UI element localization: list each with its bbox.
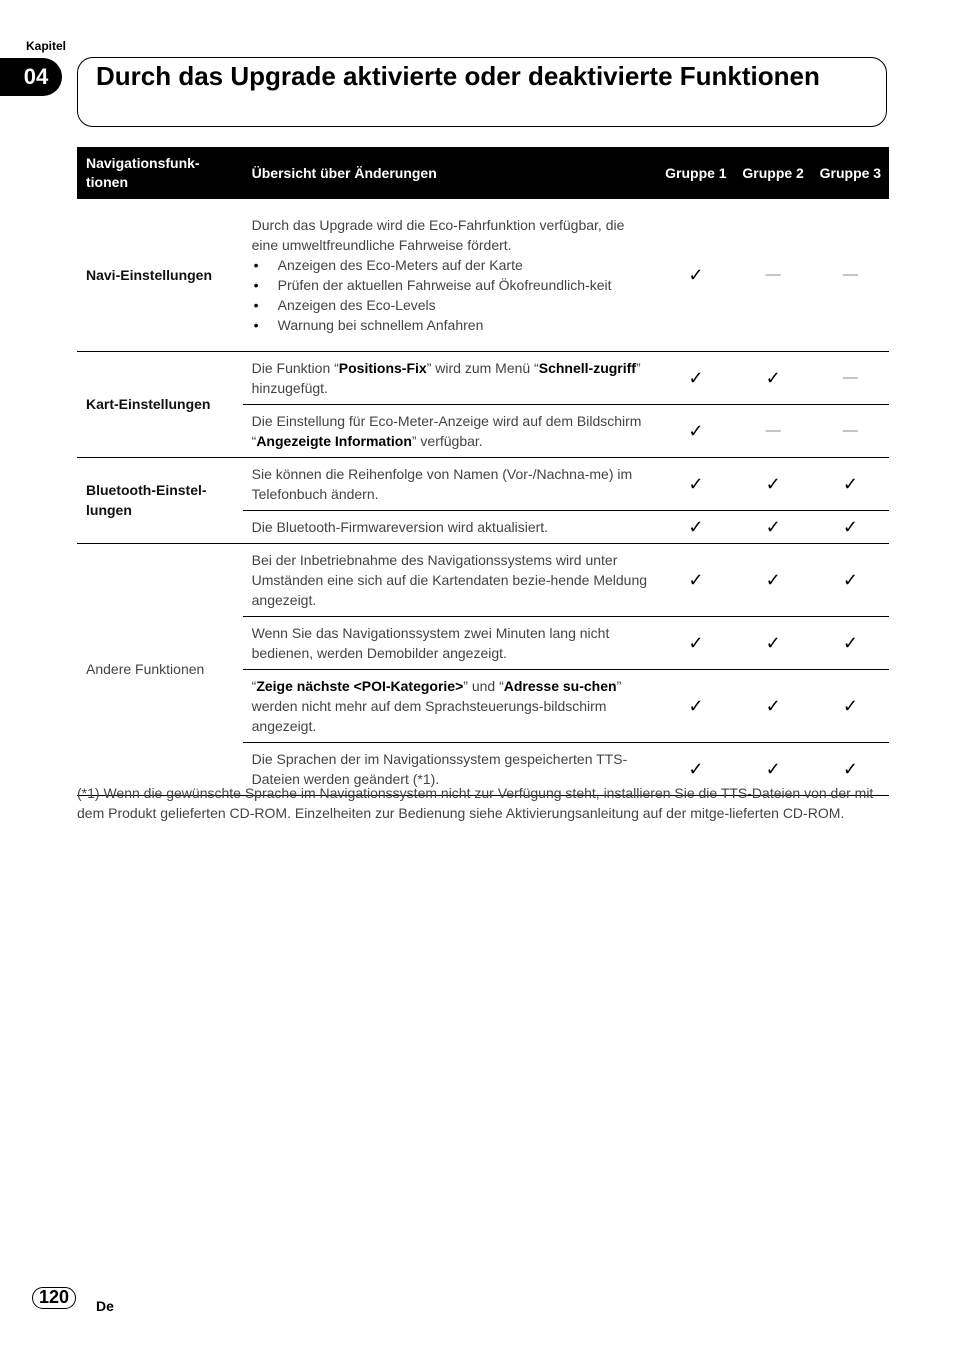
bullet-list [252,255,649,335]
check-mark: ✓ [657,510,734,543]
category-bluetooth: Bluetooth-Einstel-lungen [77,457,243,543]
description-text: ” wird zum Menü “ [426,359,539,376]
keyword: Zeige nächste <POI-Kategorie> [256,677,464,694]
page-number: 120 [32,1287,76,1309]
description-text: Durch das Upgrade wird die Eco-Fahrfunktion verfügbar, die eine umweltfreundliche Fahrweise fördert. [251,216,625,253]
check-mark: ✓ [735,742,812,795]
check-mark: ✓ [657,543,734,616]
header-group-3: Gruppe 3 [812,147,889,199]
keyword: Adresse su-chen [503,677,617,694]
description-text: Die Bluetooth-Firmwareversion wird aktualisiert. [243,510,658,543]
table-row [77,457,889,510]
title-box [77,57,887,127]
table-row [77,351,889,404]
description-text: ” hinzugefügt. [251,359,641,396]
check-mark: ✓ [812,742,889,795]
check-mark: ✓ [735,543,812,616]
description-text: “ [251,677,257,694]
check-mark: ✓ [657,457,734,510]
check-mark: ✓ [657,199,734,351]
check-mark: ✓ [657,616,734,669]
table-row [77,199,889,351]
table-row [77,543,889,616]
check-mark: ✓ [735,616,812,669]
dash-mark: — [812,199,889,351]
list-item: • Anzeigen des Eco-Levels [278,295,649,315]
dash-mark: — [812,404,889,457]
footnote: (*1) Wenn die gewünschte Sprache im Navigationssystem nicht zur Verfügung steht, installieren Sie die TTS-Dateien von der mit dem Produkt gelieferten CD-ROM. Einzelheiten zur Bedienung siehe Aktivierungsanleitung auf der mitge-lieferten CD-ROM. [77,785,874,821]
category-kart: Kart-Einstellungen [77,351,243,457]
description-text: Die Sprachen der im Navigationssystem gespeicherten TTS-Dateien werden geändert (*1). [243,742,658,795]
header-overview: Übersicht über Änderungen [243,147,658,199]
category-navi: Navi-Einstellungen [77,199,243,351]
header-category: Navigationsfunk-tionen [77,147,243,199]
keyword: Positions-Fix [338,359,427,376]
description-text: Wenn Sie das Navigationssystem zwei Minuten lang nicht bedienen, werden Demobilder angezeigt. [243,616,658,669]
table-header-row [77,147,889,199]
description-text: Bei der Inbetriebnahme des Navigationssystems wird unter Umständen eine sich auf die Kartendaten bezie-hende Meldung angezeigt. [243,543,658,616]
description-text: ” und “ [463,677,504,694]
list-item: • Prüfen der aktuellen Fahrweise auf Ökofreundlich-keit [278,275,649,295]
dash-mark: — [735,199,812,351]
chapter-label: Kapitel [26,39,67,53]
description-text: Sie können die Reihenfolge von Namen (Vor-/Nachna-me) im Telefonbuch ändern. [243,457,658,510]
list-item: • Warnung bei schnellem Anfahren [278,315,649,335]
header-group-1: Gruppe 1 [657,147,734,199]
description-cell [243,199,658,351]
description-cell [243,351,658,404]
check-mark: ✓ [812,543,889,616]
check-mark: ✓ [735,510,812,543]
header-group-2: Gruppe 2 [735,147,812,199]
check-mark: ✓ [812,510,889,543]
check-mark: ✓ [657,404,734,457]
dash-mark: — [812,351,889,404]
description-text: Die Funktion “ [251,359,339,376]
feature-table [77,147,889,796]
chapter-number-badge: 04 [0,58,62,96]
check-mark: ✓ [735,669,812,742]
description-cell [243,404,658,457]
check-mark: ✓ [812,616,889,669]
check-mark: ✓ [812,457,889,510]
check-mark: ✓ [735,457,812,510]
page-title: Durch das Upgrade aktivierte oder deaktivierte Funktionen [96,61,820,91]
check-mark: ✓ [812,669,889,742]
description-text: ” verfügbar. [411,432,483,449]
check-mark: ✓ [657,742,734,795]
check-mark: ✓ [735,351,812,404]
keyword: Angezeigte Information [256,432,412,449]
list-item: • Anzeigen des Eco-Meters auf der Karte [278,255,649,275]
category-andere: Andere Funktionen [77,543,243,795]
description-text: Die Einstellung für Eco-Meter-Anzeige wird auf dem Bildschirm “ [251,412,642,449]
dash-mark: — [735,404,812,457]
language-label: De [96,1298,114,1314]
keyword: Schnell-zugriff [538,359,636,376]
check-mark: ✓ [657,669,734,742]
check-mark: ✓ [657,351,734,404]
description-text: ” werden nicht mehr auf dem Sprachsteuerungs-bildschirm angezeigt. [251,677,622,734]
description-cell [243,669,658,742]
